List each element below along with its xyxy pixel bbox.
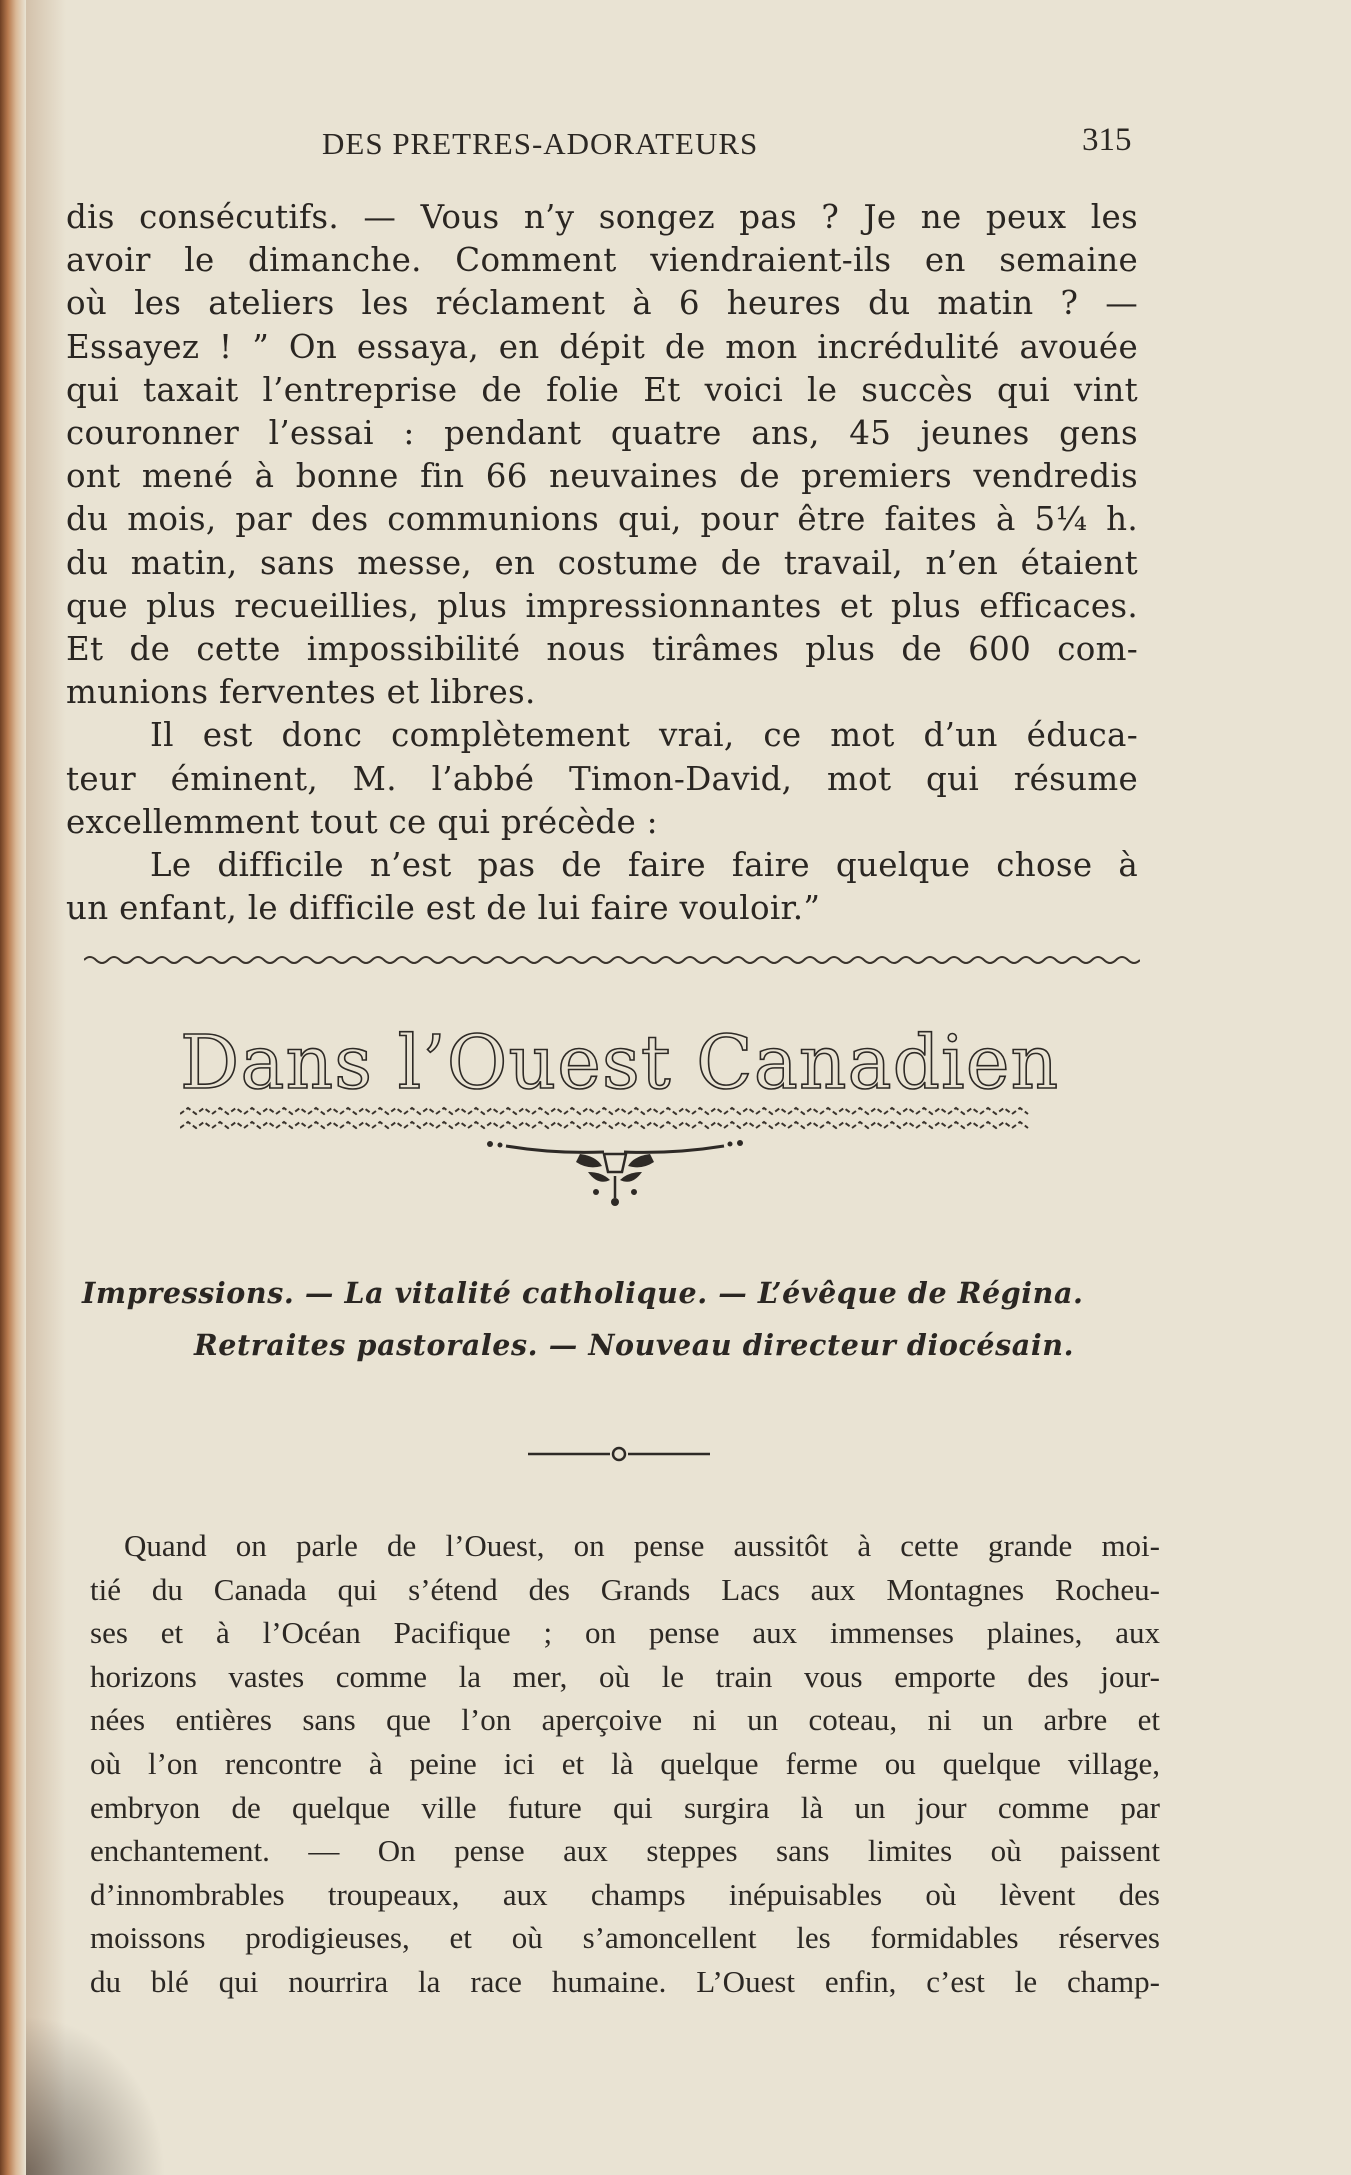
previous-chapter-text xyxy=(66,196,1138,930)
page-number: 315 xyxy=(1082,122,1132,158)
text-line: où les ateliers les réclament à 6 heures du matin ? — xyxy=(66,284,1138,323)
text-line: Et de cette impossibilité nous tirâmes plus de 600 com- xyxy=(66,630,1138,669)
text-line: dis consécutifs. — Vous n’y songez pas ? Je ne peux les xyxy=(66,198,1138,236)
text-line: teur éminent, M. l’abbé Timon-David, mot qui résume xyxy=(66,759,1138,798)
text-line: Il est donc complètement vrai, ce mot d’un éduca- xyxy=(150,716,1138,755)
chapter-body-text xyxy=(90,1524,1160,2004)
wavy-rule-divider xyxy=(84,952,1140,968)
running-title: DES PRETRES-ADORATEURS xyxy=(322,126,759,161)
text-line: du matin, sans messe, en costume de travail, n’en étaient xyxy=(66,543,1138,582)
text-line: horizons vastes comme la mer, où le train vous emporte des jour- xyxy=(90,1658,1160,1694)
text-line: enchantement. — On pense aux steppes sans limites où paissent xyxy=(90,1833,1160,1869)
text-line: excellemment tout ce qui précède : xyxy=(66,802,658,841)
text-line: qui taxait l’entreprise de folie Et voici le succès qui vint xyxy=(66,370,1138,409)
text-line: ses et à l’Océan Pacifique ; on pense aux immenses plaines, aux xyxy=(90,1615,1160,1651)
text-line: d’innombrables troupeaux, aux champs inépuisables où lèvent des xyxy=(90,1876,1160,1912)
text-line: tié du Canada qui s’étend des Grands Lacs aux Montagnes Rocheu- xyxy=(90,1571,1160,1607)
text-line: ont mené à bonne fin 66 neuvaines de premiers vendredis xyxy=(66,457,1138,496)
text-line: munions ferventes et libres. xyxy=(66,673,536,712)
floral-ornament xyxy=(484,1136,746,1210)
text-line: avoir le dimanche. Comment viendraient-ils en semaine xyxy=(66,241,1138,280)
decorative-band xyxy=(180,1106,1050,1134)
text-line: couronner l’essai : pendant quatre ans, 45 jeunes gens xyxy=(66,414,1138,453)
text-line: du mois, par des communions qui, pour être faites à 5¼ h. xyxy=(66,500,1138,539)
text-line: nées entières sans que l’on aperçoive ni un coteau, ni un arbre et xyxy=(90,1702,1160,1738)
chapter-title: Dans l’Ouest Canadien xyxy=(180,1020,1060,1106)
summary-line: Retraites pastorales. — Nouveau directeur diocésain. xyxy=(194,1328,1075,1362)
text-line: du blé qui nourrira la race humaine. L’Ouest enfin, c’est le champ- xyxy=(90,1963,1160,1999)
text-line: embryon de quelque ville future qui surgira là un jour comme par xyxy=(90,1789,1160,1825)
thumb-shadow xyxy=(26,2015,166,2175)
page-gutter-shadow xyxy=(26,0,66,2175)
text-line: moissons prodigieuses, et où s’amoncellent les formidables réserves xyxy=(90,1920,1160,1956)
book-binding-edge xyxy=(0,0,26,2175)
text-line: où l’on rencontre à peine ici et là quelque ferme ou quelque village, xyxy=(90,1745,1160,1781)
summary-line: Impressions. — La vitalité catholique. — L’évêque de Régina. xyxy=(82,1276,1084,1310)
quote-line: un enfant, le difficile est de lui faire vouloir.” xyxy=(66,889,821,928)
text-line: Quand on parle de l’Ouest, on pense aussitôt à cette grande moi- xyxy=(124,1528,1160,1563)
quote-line: Le difficile n’est pas de faire faire quelque chose à xyxy=(150,846,1138,885)
text-line: que plus recueillies, plus impressionnantes et plus efficaces. xyxy=(66,586,1138,625)
text-line: Essayez ! ” On essaya, en dépit de mon incrédulité avouée xyxy=(66,327,1138,366)
small-divider xyxy=(528,1444,710,1464)
page-header xyxy=(0,118,1351,168)
